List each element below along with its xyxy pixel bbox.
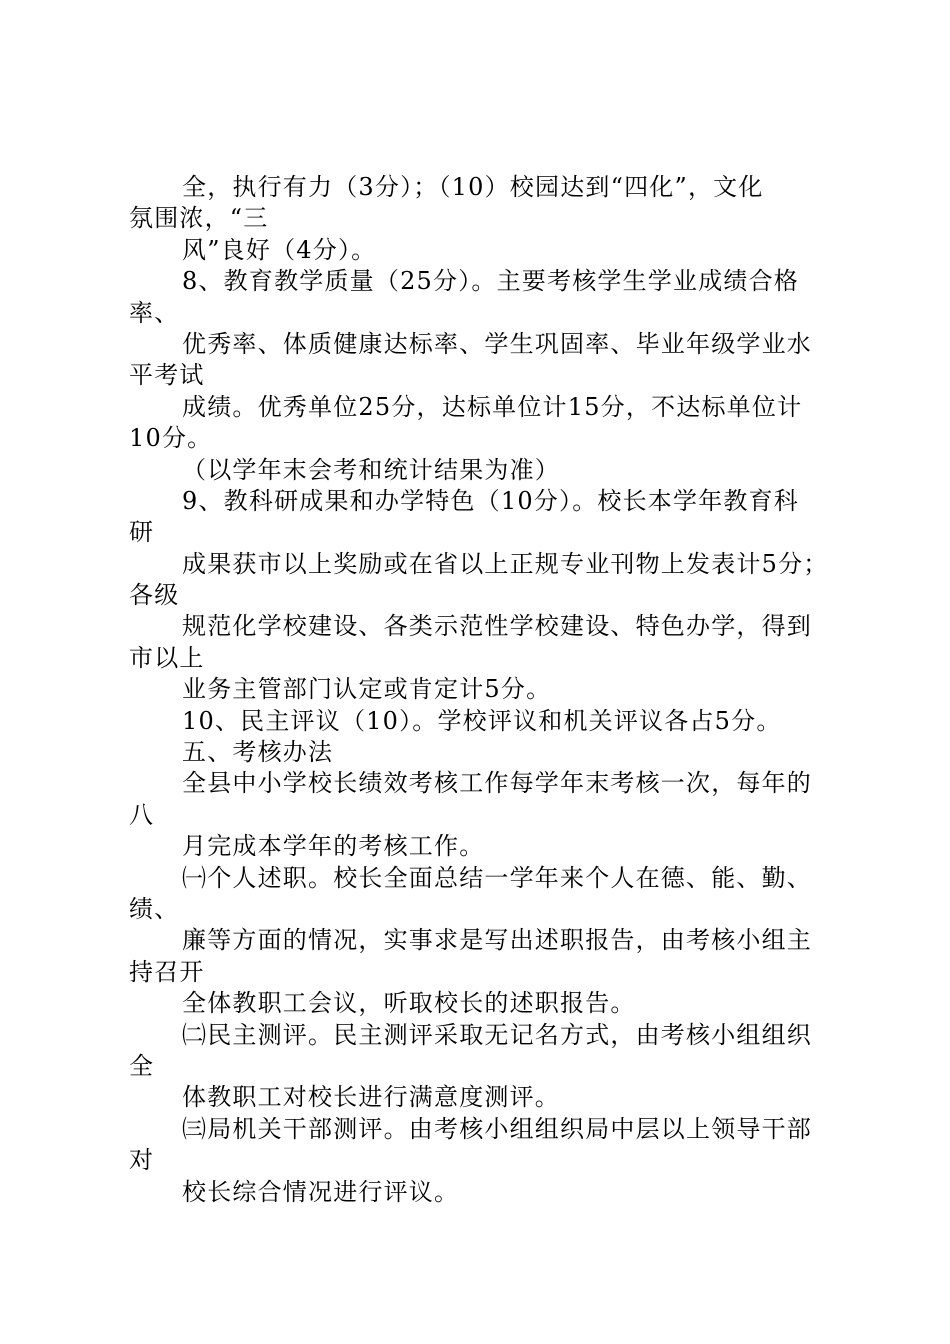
text-line: 全，执行有力（3分）；（10）校园达到“四化”，文化	[182, 173, 764, 201]
text-line: 成绩。优秀单位25分，达标单位计15分，不达标单位计	[182, 392, 803, 421]
text-line: 10、民主评议（10）。学校评议和机关评议各占5分。	[182, 706, 782, 735]
text-line: 规范化学校建设、各类示范性学校建设、特色办学，得到	[182, 612, 812, 641]
text-line: 10分。	[129, 424, 213, 453]
text-line: 氛围浓，“三	[129, 204, 269, 233]
text-line: 率、	[129, 298, 180, 327]
text-line: 平考试	[129, 361, 205, 390]
text-line: 风”良好（4分）。	[182, 235, 377, 264]
text-line: 研	[129, 518, 155, 547]
text-line: 8、教育教学质量（25分）。主要考核学生学业成绩合格	[182, 267, 800, 296]
text-line: ㈡民主测评。民主测评采取无记名方式，由考核小组组织	[182, 1020, 812, 1049]
text-line: 各级	[129, 581, 180, 610]
text-line: 市以上	[129, 643, 205, 672]
text-line: 五、考核办法	[182, 738, 334, 767]
text-line: ㈠个人述职。校长全面总结一学年来个人在德、能、勤、	[182, 863, 812, 892]
text-line: 全体教职工会议，听取校长的述职报告。	[182, 989, 636, 1018]
text-line: 八	[129, 800, 155, 829]
text-line: 绩、	[129, 894, 180, 923]
document-body	[129, 172, 849, 1208]
text-line: 9、教科研成果和办学特色（10分）。校长本学年教育科	[182, 486, 800, 515]
text-line: 成果获市以上奖励或在省以上正规专业刊物上发表计5分；	[182, 549, 829, 578]
text-line: 全	[129, 1051, 155, 1080]
text-line: 持召开	[129, 957, 205, 986]
text-line: 月完成本学年的考核工作。	[182, 832, 485, 861]
text-line: 体教职工对校长进行满意度测评。	[182, 1083, 560, 1112]
text-line: 全县中小学校长绩效考核工作每学年末考核一次，每年的	[182, 769, 812, 798]
text-line: （以学年末会考和统计结果为准）	[182, 455, 560, 484]
text-line: 业务主管部门认定或肯定计5分。	[182, 675, 552, 704]
text-line: 廉等方面的情况，实事求是写出述职报告，由考核小组主	[182, 926, 812, 955]
text-line: ㈢局机关干部测评。由考核小组组织局中层以上领导干部	[182, 1114, 812, 1143]
text-line: 对	[129, 1146, 155, 1175]
text-line: 校长综合情况进行评议。	[182, 1177, 460, 1206]
text-line: 优秀率、体质健康达标率、学生巩固率、毕业年级学业水	[182, 329, 812, 358]
